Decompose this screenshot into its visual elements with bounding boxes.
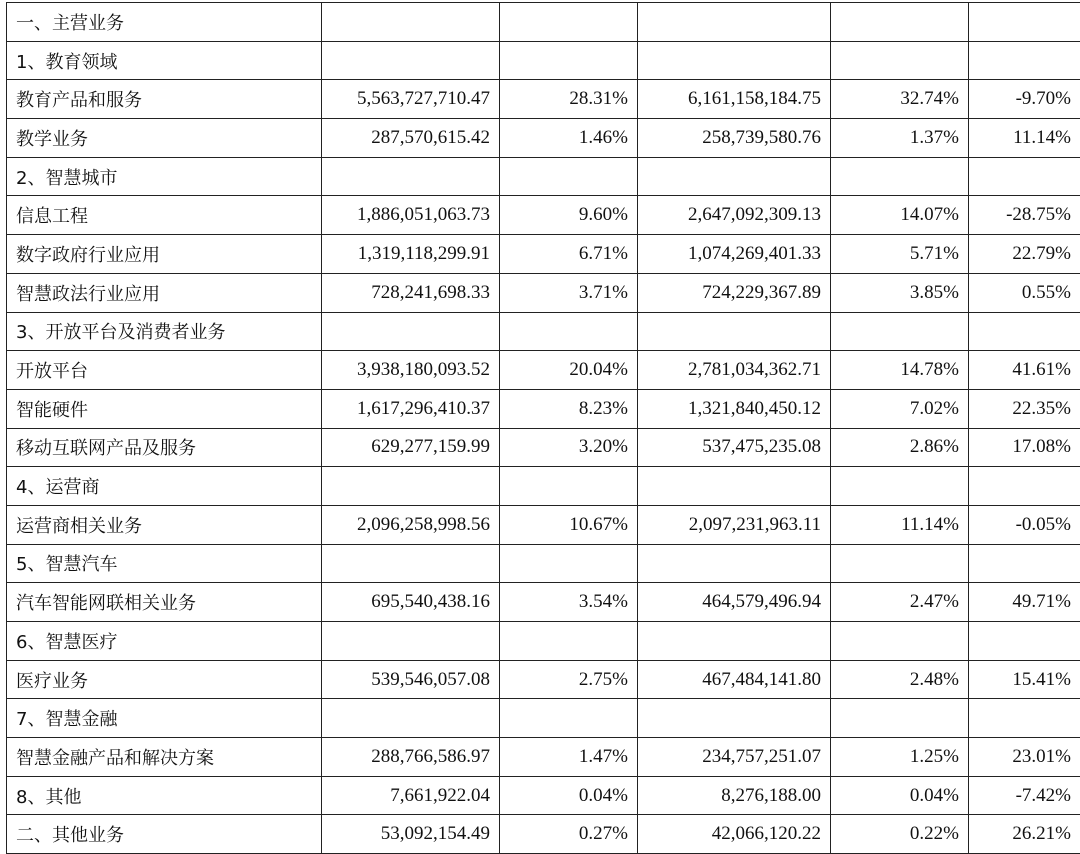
row-label: 一、主营业务 (7, 3, 322, 42)
prior-share-cell: 2.47% (831, 583, 969, 622)
prior-share-cell: 11.14% (831, 505, 969, 544)
prior-share-cell (831, 41, 969, 80)
prior-amount-cell: 258,739,580.76 (638, 119, 831, 158)
prior-share-cell: 1.37% (831, 119, 969, 158)
current-amount-cell: 287,570,615.42 (322, 119, 500, 158)
table-row (7, 3, 1080, 42)
prior-amount-cell (638, 157, 831, 196)
current-share-cell: 8.23% (500, 389, 638, 428)
table-row (7, 312, 1080, 351)
yoy-change-cell: 49.71% (969, 583, 1080, 622)
row-label: 信息工程 (7, 196, 322, 235)
current-amount-cell (322, 467, 500, 506)
prior-amount-cell (638, 312, 831, 351)
table-row (7, 699, 1080, 738)
yoy-change-cell: -7.42% (969, 776, 1080, 815)
current-amount-cell: 5,563,727,710.47 (322, 80, 500, 119)
row-label: 智慧政法行业应用 (7, 273, 322, 312)
yoy-change-cell (969, 544, 1080, 583)
current-share-cell: 0.27% (500, 815, 638, 854)
prior-amount-cell (638, 699, 831, 738)
prior-share-cell: 0.04% (831, 776, 969, 815)
table-row (7, 389, 1080, 428)
current-share-cell (500, 312, 638, 351)
current-amount-cell: 695,540,438.16 (322, 583, 500, 622)
prior-amount-cell: 2,781,034,362.71 (638, 351, 831, 390)
prior-amount-cell (638, 41, 831, 80)
prior-amount-cell: 537,475,235.08 (638, 428, 831, 467)
current-amount-cell: 7,661,922.04 (322, 776, 500, 815)
current-share-cell: 3.20% (500, 428, 638, 467)
current-amount-cell (322, 699, 500, 738)
current-amount-cell: 3,938,180,093.52 (322, 351, 500, 390)
current-amount-cell: 1,617,296,410.37 (322, 389, 500, 428)
table-row (7, 815, 1080, 854)
yoy-change-cell (969, 3, 1080, 42)
current-share-cell: 1.47% (500, 738, 638, 777)
yoy-change-cell: 22.35% (969, 389, 1080, 428)
current-amount-cell: 288,766,586.97 (322, 738, 500, 777)
current-share-cell (500, 544, 638, 583)
table-row (7, 505, 1080, 544)
yoy-change-cell (969, 41, 1080, 80)
prior-amount-cell: 6,161,158,184.75 (638, 80, 831, 119)
current-amount-cell: 2,096,258,998.56 (322, 505, 500, 544)
prior-amount-cell (638, 3, 831, 42)
current-amount-cell (322, 41, 500, 80)
table-row (7, 428, 1080, 467)
current-amount-cell (322, 312, 500, 351)
prior-amount-cell: 2,097,231,963.11 (638, 505, 831, 544)
prior-amount-cell: 724,229,367.89 (638, 273, 831, 312)
prior-amount-cell: 234,757,251.07 (638, 738, 831, 777)
table-body (7, 3, 1080, 854)
table-row (7, 80, 1080, 119)
table-row (7, 196, 1080, 235)
prior-amount-cell: 8,276,188.00 (638, 776, 831, 815)
prior-amount-cell (638, 467, 831, 506)
table-row (7, 119, 1080, 158)
yoy-change-cell (969, 312, 1080, 351)
current-share-cell: 1.46% (500, 119, 638, 158)
row-label: 医疗业务 (7, 660, 322, 699)
prior-share-cell: 2.86% (831, 428, 969, 467)
current-share-cell (500, 699, 638, 738)
yoy-change-cell: -9.70% (969, 80, 1080, 119)
row-label: 教学业务 (7, 119, 322, 158)
prior-share-cell: 7.02% (831, 389, 969, 428)
row-label: 数字政府行业应用 (7, 235, 322, 274)
row-label: 智慧金融产品和解决方案 (7, 738, 322, 777)
current-share-cell (500, 622, 638, 661)
current-share-cell: 10.67% (500, 505, 638, 544)
row-label: 教育产品和服务 (7, 80, 322, 119)
table-row (7, 738, 1080, 777)
yoy-change-cell: 17.08% (969, 428, 1080, 467)
prior-share-cell: 3.85% (831, 273, 969, 312)
prior-share-cell (831, 467, 969, 506)
yoy-change-cell: -0.05% (969, 505, 1080, 544)
prior-share-cell: 2.48% (831, 660, 969, 699)
yoy-change-cell: 41.61% (969, 351, 1080, 390)
prior-share-cell (831, 157, 969, 196)
table-row (7, 622, 1080, 661)
yoy-change-cell: 15.41% (969, 660, 1080, 699)
table-row (7, 583, 1080, 622)
yoy-change-cell: 11.14% (969, 119, 1080, 158)
prior-share-cell: 14.78% (831, 351, 969, 390)
prior-amount-cell: 1,321,840,450.12 (638, 389, 831, 428)
prior-amount-cell: 42,066,120.22 (638, 815, 831, 854)
table-row (7, 157, 1080, 196)
row-label: 8、其他 (7, 776, 322, 815)
current-share-cell: 20.04% (500, 351, 638, 390)
yoy-change-cell (969, 157, 1080, 196)
prior-share-cell (831, 312, 969, 351)
row-label: 2、智慧城市 (7, 157, 322, 196)
yoy-change-cell: 0.55% (969, 273, 1080, 312)
current-share-cell (500, 467, 638, 506)
yoy-change-cell (969, 699, 1080, 738)
prior-share-cell (831, 622, 969, 661)
row-label: 4、运营商 (7, 467, 322, 506)
current-share-cell: 2.75% (500, 660, 638, 699)
row-label: 3、开放平台及消费者业务 (7, 312, 322, 351)
yoy-change-cell: 23.01% (969, 738, 1080, 777)
prior-share-cell (831, 544, 969, 583)
prior-share-cell: 0.22% (831, 815, 969, 854)
current-share-cell: 3.54% (500, 583, 638, 622)
table-row (7, 41, 1080, 80)
prior-share-cell: 32.74% (831, 80, 969, 119)
table-row (7, 235, 1080, 274)
current-amount-cell (322, 544, 500, 583)
prior-amount-cell: 464,579,496.94 (638, 583, 831, 622)
yoy-change-cell (969, 622, 1080, 661)
table-row (7, 273, 1080, 312)
table-row (7, 660, 1080, 699)
current-share-cell (500, 41, 638, 80)
prior-amount-cell: 467,484,141.80 (638, 660, 831, 699)
current-amount-cell (322, 622, 500, 661)
current-amount-cell (322, 3, 500, 42)
current-amount-cell: 728,241,698.33 (322, 273, 500, 312)
current-share-cell (500, 157, 638, 196)
current-amount-cell: 1,886,051,063.73 (322, 196, 500, 235)
prior-amount-cell (638, 622, 831, 661)
revenue-breakdown-table (6, 2, 1080, 854)
table-row (7, 776, 1080, 815)
prior-share-cell: 5.71% (831, 235, 969, 274)
current-share-cell: 28.31% (500, 80, 638, 119)
prior-share-cell (831, 3, 969, 42)
prior-share-cell (831, 699, 969, 738)
row-label: 1、教育领域 (7, 41, 322, 80)
prior-amount-cell: 1,074,269,401.33 (638, 235, 831, 274)
current-share-cell: 6.71% (500, 235, 638, 274)
yoy-change-cell: 22.79% (969, 235, 1080, 274)
row-label: 二、其他业务 (7, 815, 322, 854)
prior-share-cell: 1.25% (831, 738, 969, 777)
current-amount-cell: 629,277,159.99 (322, 428, 500, 467)
row-label: 6、智慧医疗 (7, 622, 322, 661)
row-label: 汽车智能网联相关业务 (7, 583, 322, 622)
row-label: 5、智慧汽车 (7, 544, 322, 583)
row-label: 移动互联网产品及服务 (7, 428, 322, 467)
prior-share-cell: 14.07% (831, 196, 969, 235)
prior-amount-cell: 2,647,092,309.13 (638, 196, 831, 235)
current-amount-cell (322, 157, 500, 196)
yoy-change-cell: -28.75% (969, 196, 1080, 235)
table-row (7, 544, 1080, 583)
current-amount-cell: 53,092,154.49 (322, 815, 500, 854)
prior-amount-cell (638, 544, 831, 583)
yoy-change-cell (969, 467, 1080, 506)
row-label: 开放平台 (7, 351, 322, 390)
current-share-cell: 9.60% (500, 196, 638, 235)
current-amount-cell: 1,319,118,299.91 (322, 235, 500, 274)
current-share-cell: 0.04% (500, 776, 638, 815)
yoy-change-cell: 26.21% (969, 815, 1080, 854)
table-row (7, 467, 1080, 506)
current-share-cell: 3.71% (500, 273, 638, 312)
row-label: 运营商相关业务 (7, 505, 322, 544)
current-amount-cell: 539,546,057.08 (322, 660, 500, 699)
row-label: 智能硬件 (7, 389, 322, 428)
table-row (7, 351, 1080, 390)
row-label: 7、智慧金融 (7, 699, 322, 738)
current-share-cell (500, 3, 638, 42)
